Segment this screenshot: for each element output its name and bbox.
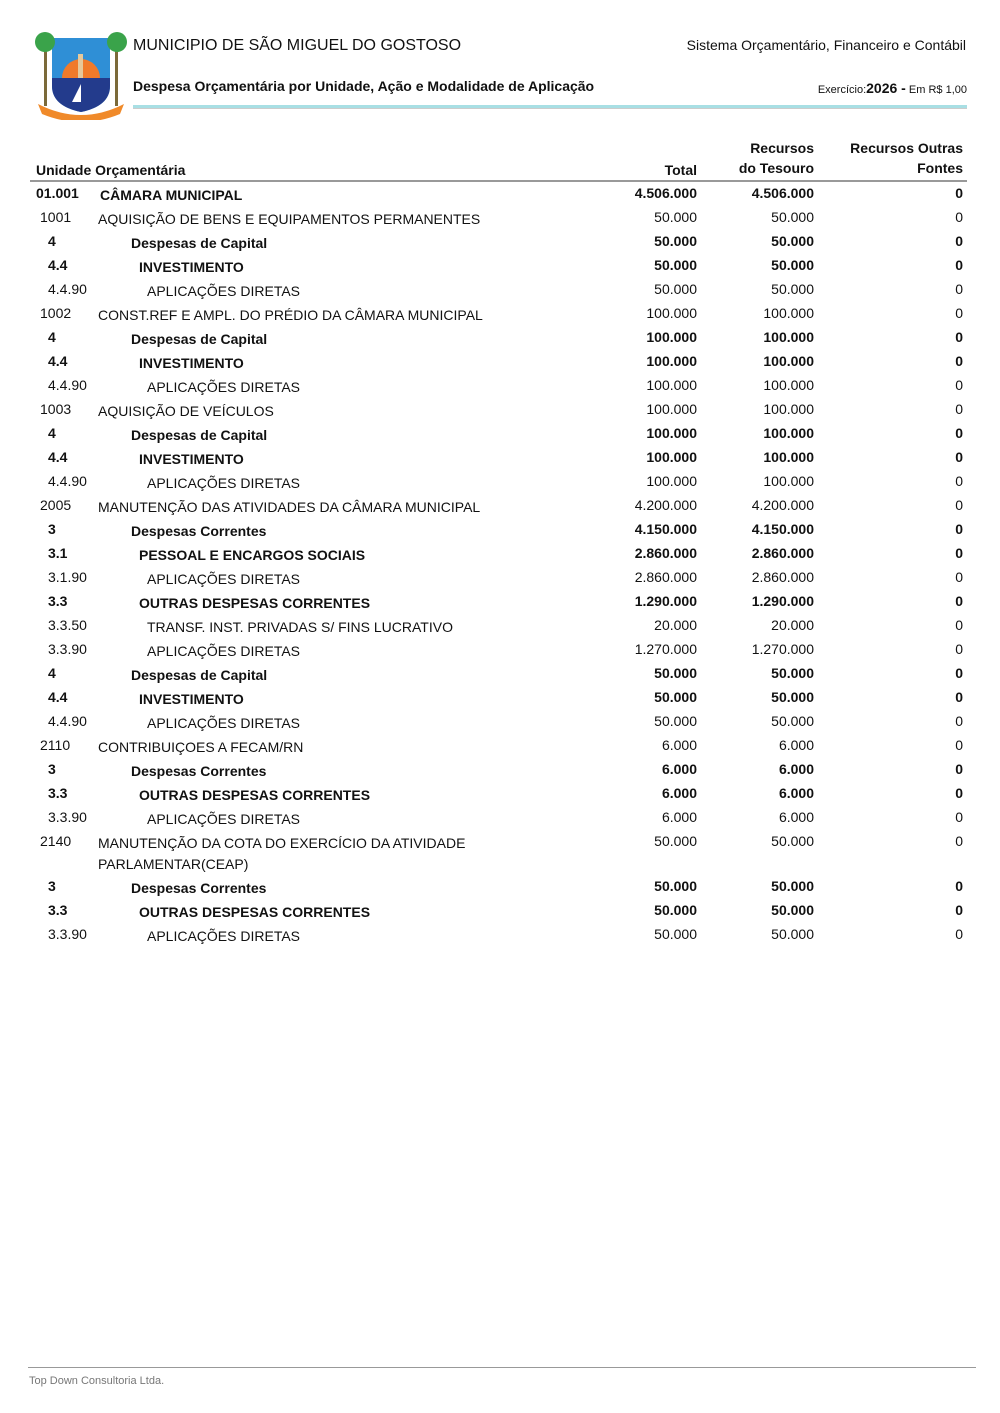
table-row xyxy=(30,875,967,899)
row-description: Despesas Correntes xyxy=(131,880,267,896)
row-description: APLICAÇÕES DIRETAS xyxy=(147,928,301,944)
table-row xyxy=(30,638,967,662)
row-code: 2110 xyxy=(40,737,71,753)
row-code: 4 xyxy=(48,233,56,249)
row-code: 4.4 xyxy=(48,353,68,369)
row-code: 3.3.90 xyxy=(48,641,87,657)
table-row xyxy=(30,734,967,758)
row-description: INVESTIMENTO xyxy=(139,355,244,371)
row-treasury: 50.000 xyxy=(771,665,814,681)
row-code: 4 xyxy=(48,665,56,681)
row-code: 3 xyxy=(48,761,56,777)
municipality-name: MUNICIPIO DE SÃO MIGUEL DO GOSTOSO xyxy=(133,37,462,54)
row-description: Despesas Correntes xyxy=(131,763,267,779)
row-total: 50.000 xyxy=(654,926,697,942)
header-divider xyxy=(133,105,967,109)
row-code: 4.4.90 xyxy=(48,377,87,393)
row-code: 1001 xyxy=(40,209,72,225)
row-description: Despesas de Capital xyxy=(131,667,268,683)
row-treasury: 100.000 xyxy=(763,329,814,345)
row-total: 100.000 xyxy=(646,305,697,321)
row-code: 3 xyxy=(48,521,56,537)
row-description: APLICAÇÕES DIRETAS xyxy=(147,475,301,491)
row-description: MANUTENÇÃO DAS ATIVIDADES DA CÂMARA MUNICIPAL xyxy=(98,499,481,515)
row-code: 2140 xyxy=(40,833,72,849)
row-other-sources: 0 xyxy=(955,425,963,441)
row-code: 4.4.90 xyxy=(48,713,87,729)
row-total: 50.000 xyxy=(654,713,697,729)
row-treasury: 100.000 xyxy=(763,353,814,369)
row-total: 50.000 xyxy=(654,281,697,297)
row-other-sources: 0 xyxy=(955,377,963,393)
table-row xyxy=(30,518,967,542)
col-other-line2: Fontes xyxy=(917,160,963,176)
row-description: AQUISIÇÃO DE BENS E EQUIPAMENTOS PERMANENTES xyxy=(98,211,481,227)
row-total: 50.000 xyxy=(654,665,697,681)
table-row xyxy=(30,374,967,398)
row-treasury: 6.000 xyxy=(778,737,814,753)
municipal-coat-of-arms-logo xyxy=(30,26,132,120)
row-code: 3.3 xyxy=(48,785,68,801)
table-row xyxy=(30,398,967,422)
row-other-sources: 0 xyxy=(955,761,963,777)
row-treasury: 20.000 xyxy=(771,617,814,633)
row-code: 4 xyxy=(48,425,56,441)
row-treasury: 6.000 xyxy=(778,761,814,777)
row-treasury: 50.000 xyxy=(771,926,814,942)
row-total: 4.150.000 xyxy=(634,521,697,537)
row-description: AQUISIÇÃO DE VEÍCULOS xyxy=(98,403,274,419)
row-total: 2.860.000 xyxy=(634,569,697,585)
table-row xyxy=(30,614,967,638)
row-other-sources: 0 xyxy=(955,833,963,849)
row-other-sources: 0 xyxy=(955,809,963,825)
table-body xyxy=(30,182,967,947)
row-other-sources: 0 xyxy=(955,401,963,417)
row-code: 01.001 xyxy=(36,185,79,201)
row-treasury: 4.200.000 xyxy=(751,497,814,513)
row-total: 6.000 xyxy=(661,737,697,753)
row-other-sources: 0 xyxy=(955,878,963,894)
row-code: 1003 xyxy=(40,401,72,417)
row-treasury: 50.000 xyxy=(771,281,814,297)
row-code: 4.4 xyxy=(48,689,68,705)
row-treasury: 50.000 xyxy=(771,878,814,894)
row-treasury: 6.000 xyxy=(778,785,814,801)
system-name: Sistema Orçamentário, Financeiro e Contábil xyxy=(686,37,966,53)
row-other-sources: 0 xyxy=(955,617,963,633)
row-description: INVESTIMENTO xyxy=(139,259,244,275)
table-row xyxy=(30,566,967,590)
row-code: 4 xyxy=(48,329,56,345)
row-treasury: 100.000 xyxy=(763,473,814,489)
exercise-label: Exercício: xyxy=(817,84,867,96)
row-total: 100.000 xyxy=(646,401,697,417)
row-other-sources: 0 xyxy=(955,353,963,369)
row-treasury: 100.000 xyxy=(763,305,814,321)
row-description: OUTRAS DESPESAS CORRENTES xyxy=(139,904,371,920)
row-description: APLICAÇÕES DIRETAS xyxy=(147,379,301,395)
row-total: 6.000 xyxy=(661,809,697,825)
row-description: INVESTIMENTO xyxy=(139,451,244,467)
row-total: 100.000 xyxy=(646,425,697,441)
row-other-sources: 0 xyxy=(955,737,963,753)
row-other-sources: 0 xyxy=(955,521,963,537)
row-total: 100.000 xyxy=(646,377,697,393)
table-row xyxy=(30,302,967,326)
table-header xyxy=(30,138,967,182)
exercise-year: 2026 - xyxy=(866,80,906,96)
row-description: APLICAÇÕES DIRETAS xyxy=(147,715,301,731)
row-code: 2005 xyxy=(40,497,72,513)
row-total: 2.860.000 xyxy=(634,545,697,561)
row-description: TRANSF. INST. PRIVADAS S/ FINS LUCRATIVO xyxy=(147,619,453,635)
row-total: 50.000 xyxy=(654,902,697,918)
table-row xyxy=(30,422,967,446)
row-other-sources: 0 xyxy=(955,233,963,249)
row-treasury: 50.000 xyxy=(771,689,814,705)
row-code: 1002 xyxy=(40,305,72,321)
table-row xyxy=(30,662,967,686)
table-row xyxy=(30,470,967,494)
table-row xyxy=(30,758,967,782)
table-row xyxy=(30,899,967,923)
row-other-sources: 0 xyxy=(955,329,963,345)
row-treasury: 50.000 xyxy=(771,209,814,225)
row-total: 6.000 xyxy=(661,785,697,801)
row-other-sources: 0 xyxy=(955,281,963,297)
row-description: CÂMARA MUNICIPAL xyxy=(100,187,243,203)
row-code: 3.3 xyxy=(48,593,68,609)
row-total: 100.000 xyxy=(646,329,697,345)
row-description: PESSOAL E ENCARGOS SOCIAIS xyxy=(139,547,366,563)
row-code: 4.4 xyxy=(48,257,68,273)
row-total: 20.000 xyxy=(654,617,697,633)
row-description: INVESTIMENTO xyxy=(139,691,244,707)
row-treasury: 1.270.000 xyxy=(751,641,814,657)
row-total: 50.000 xyxy=(654,209,697,225)
row-other-sources: 0 xyxy=(955,473,963,489)
table-row xyxy=(30,446,967,470)
row-total: 100.000 xyxy=(646,449,697,465)
table-row xyxy=(30,542,967,566)
row-other-sources: 0 xyxy=(955,665,963,681)
table-row xyxy=(30,710,967,734)
row-description: CONST.REF E AMPL. DO PRÉDIO DA CÂMARA MUNICIPAL xyxy=(98,307,483,323)
row-other-sources: 0 xyxy=(955,713,963,729)
row-total: 100.000 xyxy=(646,473,697,489)
row-other-sources: 0 xyxy=(955,785,963,801)
table-row xyxy=(30,350,967,374)
row-code: 3.1.90 xyxy=(48,569,87,585)
row-code: 4.4 xyxy=(48,449,68,465)
table-row xyxy=(30,278,967,302)
row-other-sources: 0 xyxy=(955,926,963,942)
row-total: 100.000 xyxy=(646,353,697,369)
row-other-sources: 0 xyxy=(955,641,963,657)
row-description: APLICAÇÕES DIRETAS xyxy=(147,643,301,659)
row-treasury: 100.000 xyxy=(763,425,814,441)
table-row xyxy=(30,830,967,875)
footer-company: Top Down Consultoria Ltda. xyxy=(29,1375,165,1387)
row-code: 3 xyxy=(48,878,56,894)
row-code: 3.3 xyxy=(48,902,68,918)
table-row xyxy=(30,806,967,830)
row-treasury: 100.000 xyxy=(763,401,814,417)
row-total: 4.200.000 xyxy=(634,497,697,513)
row-total: 50.000 xyxy=(654,689,697,705)
row-code: 3.1 xyxy=(48,545,68,561)
col-treasury-line2: do Tesouro xyxy=(738,160,814,176)
row-other-sources: 0 xyxy=(955,449,963,465)
col-unit: Unidade Orçamentária xyxy=(36,162,186,178)
col-treasury-line1: Recursos xyxy=(750,140,814,156)
row-other-sources: 0 xyxy=(955,185,963,201)
row-total: 1.290.000 xyxy=(634,593,697,609)
row-description: Despesas de Capital xyxy=(131,427,268,443)
table-row xyxy=(30,206,967,230)
row-treasury: 4.150.000 xyxy=(751,521,814,537)
row-total: 50.000 xyxy=(654,233,697,249)
row-other-sources: 0 xyxy=(955,497,963,513)
row-treasury: 50.000 xyxy=(771,833,814,849)
row-code: 3.3.90 xyxy=(48,926,87,942)
row-description: MANUTENÇÃO DA COTA DO EXERCÍCIO DA ATIVIDADE PARLAMENTAR(CEAP) xyxy=(98,835,466,872)
table-row xyxy=(30,590,967,614)
row-other-sources: 0 xyxy=(955,689,963,705)
row-other-sources: 0 xyxy=(955,593,963,609)
row-total: 4.506.000 xyxy=(634,185,697,201)
table-row xyxy=(30,494,967,518)
row-description: APLICAÇÕES DIRETAS xyxy=(147,571,301,587)
row-other-sources: 0 xyxy=(955,305,963,321)
row-total: 50.000 xyxy=(654,878,697,894)
row-description: OUTRAS DESPESAS CORRENTES xyxy=(139,595,371,611)
row-total: 50.000 xyxy=(654,833,697,849)
row-other-sources: 0 xyxy=(955,209,963,225)
table-row xyxy=(30,923,967,947)
col-other-line1: Recursos Outras xyxy=(850,140,963,156)
table-row xyxy=(30,686,967,710)
row-treasury: 50.000 xyxy=(771,233,814,249)
row-treasury: 100.000 xyxy=(763,449,814,465)
row-other-sources: 0 xyxy=(955,569,963,585)
table-row xyxy=(30,326,967,350)
row-code: 3.3.90 xyxy=(48,809,87,825)
row-description: CONTRIBUIÇOES A FECAM/RN xyxy=(98,739,304,755)
row-code: 4.4.90 xyxy=(48,473,87,489)
row-treasury: 50.000 xyxy=(771,902,814,918)
row-treasury: 50.000 xyxy=(771,257,814,273)
row-treasury: 2.860.000 xyxy=(751,545,814,561)
table-row xyxy=(30,254,967,278)
table-row xyxy=(30,230,967,254)
row-treasury: 4.506.000 xyxy=(751,185,814,201)
row-code: 4.4.90 xyxy=(48,281,87,297)
row-treasury: 6.000 xyxy=(778,809,814,825)
row-treasury: 2.860.000 xyxy=(751,569,814,585)
row-description: Despesas de Capital xyxy=(131,235,268,251)
table-row xyxy=(30,182,967,206)
report-title: Despesa Orçamentária por Unidade, Ação e Modalidade de Aplicação xyxy=(133,78,595,94)
row-other-sources: 0 xyxy=(955,902,963,918)
row-description: APLICAÇÕES DIRETAS xyxy=(147,283,301,299)
row-treasury: 100.000 xyxy=(763,377,814,393)
row-code: 3.3.50 xyxy=(48,617,87,633)
col-total: Total xyxy=(664,162,697,178)
table-row xyxy=(30,782,967,806)
row-description: APLICAÇÕES DIRETAS xyxy=(147,811,301,827)
row-total: 1.270.000 xyxy=(634,641,697,657)
row-total: 50.000 xyxy=(654,257,697,273)
row-other-sources: 0 xyxy=(955,257,963,273)
row-description: Despesas Correntes xyxy=(131,523,267,539)
row-treasury: 50.000 xyxy=(771,713,814,729)
footer-divider xyxy=(28,1367,976,1368)
row-description: Despesas de Capital xyxy=(131,331,268,347)
currency-note: Em R$ 1,00 xyxy=(908,84,967,96)
exercise-info xyxy=(818,80,967,96)
row-treasury: 1.290.000 xyxy=(751,593,814,609)
row-total: 6.000 xyxy=(661,761,697,777)
row-other-sources: 0 xyxy=(955,545,963,561)
row-description: OUTRAS DESPESAS CORRENTES xyxy=(139,787,371,803)
